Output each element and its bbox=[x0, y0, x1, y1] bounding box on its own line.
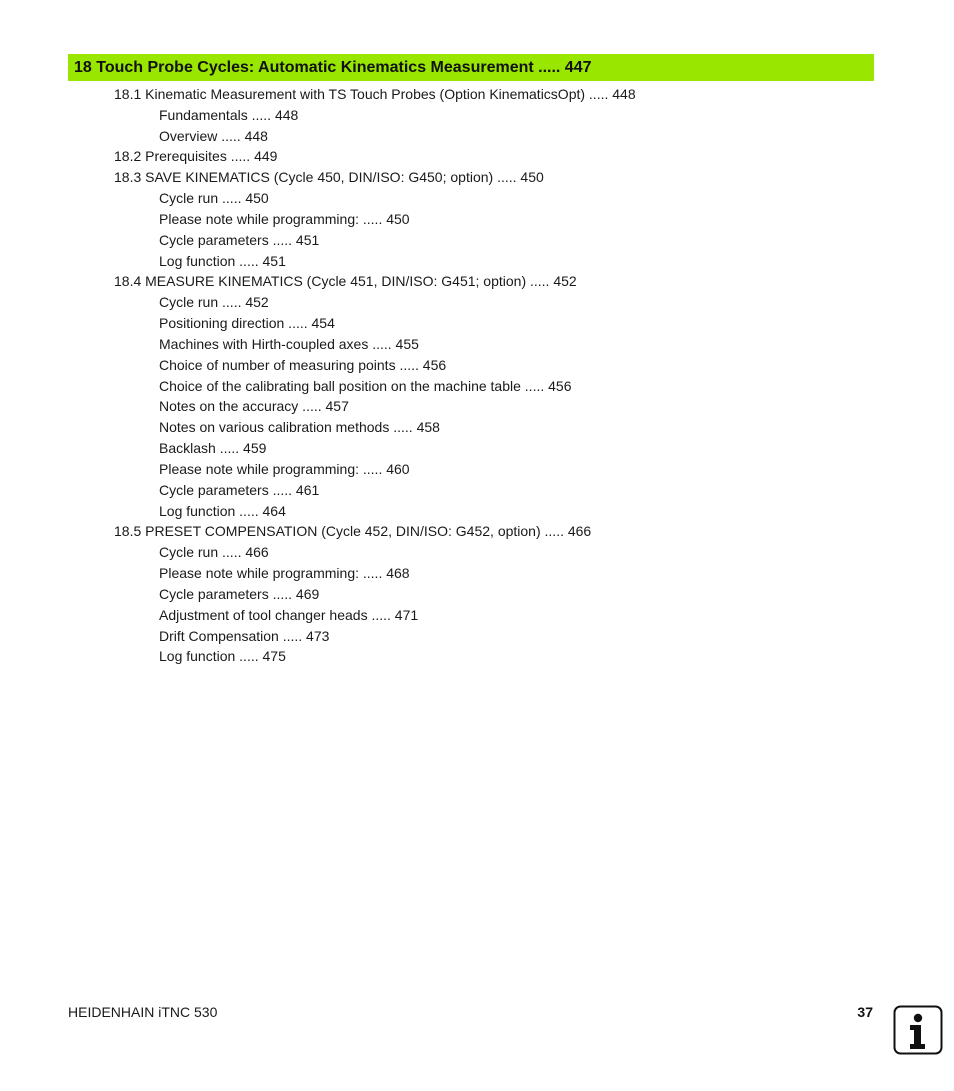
toc-subsection-entry[interactable]: Machines with Hirth-coupled axes ..... 455 bbox=[159, 335, 419, 352]
toc-subsection-entry[interactable]: Overview ..... 448 bbox=[159, 127, 268, 144]
toc-subsection-entry[interactable]: Cycle parameters ..... 461 bbox=[159, 481, 320, 498]
toc-subsection-entry[interactable]: Please note while programming: ..... 450 bbox=[159, 210, 410, 227]
chapter-heading-bar bbox=[68, 54, 874, 81]
toc-subsection-entry[interactable]: Notes on the accuracy ..... 457 bbox=[159, 398, 349, 415]
toc-section-entry[interactable]: 18.5 PRESET COMPENSATION (Cycle 452, DIN/ISO: G452, option) ..... 466 bbox=[114, 523, 592, 540]
toc-section-entry[interactable]: 18.2 Prerequisites ..... 449 bbox=[114, 148, 278, 165]
toc-section-entry[interactable]: 18.4 MEASURE KINEMATICS (Cycle 451, DIN/ISO: G451; option) ..... 452 bbox=[114, 273, 577, 290]
toc-subsection-entry[interactable]: Positioning direction ..... 454 bbox=[159, 315, 335, 332]
toc-subsection-entry[interactable]: Log function ..... 475 bbox=[159, 648, 286, 665]
toc-section-entry[interactable]: 18.1 Kinematic Measurement with TS Touch Probes (Option KinematicsOpt) ..... 448 bbox=[114, 86, 636, 102]
toc-subsection-entry[interactable]: Please note while programming: ..... 460 bbox=[159, 460, 410, 477]
chapter-title[interactable]: 18 Touch Probe Cycles: Automatic Kinematics Measurement ..... 447 bbox=[74, 58, 592, 76]
table-of-contents bbox=[0, 84, 954, 667]
toc-subsection-entry[interactable]: Backlash ..... 459 bbox=[159, 440, 267, 457]
toc-subsection-entry[interactable]: Choice of the calibrating ball position on the machine table ..... 456 bbox=[159, 377, 572, 394]
toc-subsection-entry[interactable]: Choice of number of measuring points ..... 456 bbox=[159, 356, 447, 373]
toc-subsection-entry[interactable]: Cycle run ..... 466 bbox=[159, 544, 269, 561]
toc-subsection-entry[interactable]: Cycle run ..... 452 bbox=[159, 294, 269, 311]
toc-subsection-entry[interactable]: Cycle parameters ..... 469 bbox=[159, 585, 320, 602]
toc-subsection-entry[interactable]: Log function ..... 464 bbox=[159, 502, 286, 519]
toc-subsection-entry[interactable]: Cycle parameters ..... 451 bbox=[159, 231, 320, 248]
info-icon[interactable] bbox=[893, 1005, 943, 1055]
toc-subsection-entry[interactable]: Drift Compensation ..... 473 bbox=[159, 627, 330, 644]
toc-section-entry[interactable]: 18.3 SAVE KINEMATICS (Cycle 450, DIN/ISO: G450; option) ..... 450 bbox=[114, 169, 544, 186]
toc-subsection-entry[interactable]: Cycle run ..... 450 bbox=[159, 190, 269, 207]
toc-subsection-entry[interactable]: Log function ..... 451 bbox=[159, 252, 286, 269]
toc-subsection-entry[interactable]: Fundamentals ..... 448 bbox=[159, 106, 299, 123]
toc-subsection-entry[interactable]: Adjustment of tool changer heads ..... 471 bbox=[159, 606, 419, 623]
toc-subsection-entry[interactable]: Please note while programming: ..... 468 bbox=[159, 565, 410, 582]
footer-brand: HEIDENHAIN iTNC 530 bbox=[68, 1004, 218, 1020]
toc-subsection-entry[interactable]: Notes on various calibration methods ..... 458 bbox=[159, 419, 440, 436]
page-number: 37 bbox=[857, 1004, 873, 1020]
